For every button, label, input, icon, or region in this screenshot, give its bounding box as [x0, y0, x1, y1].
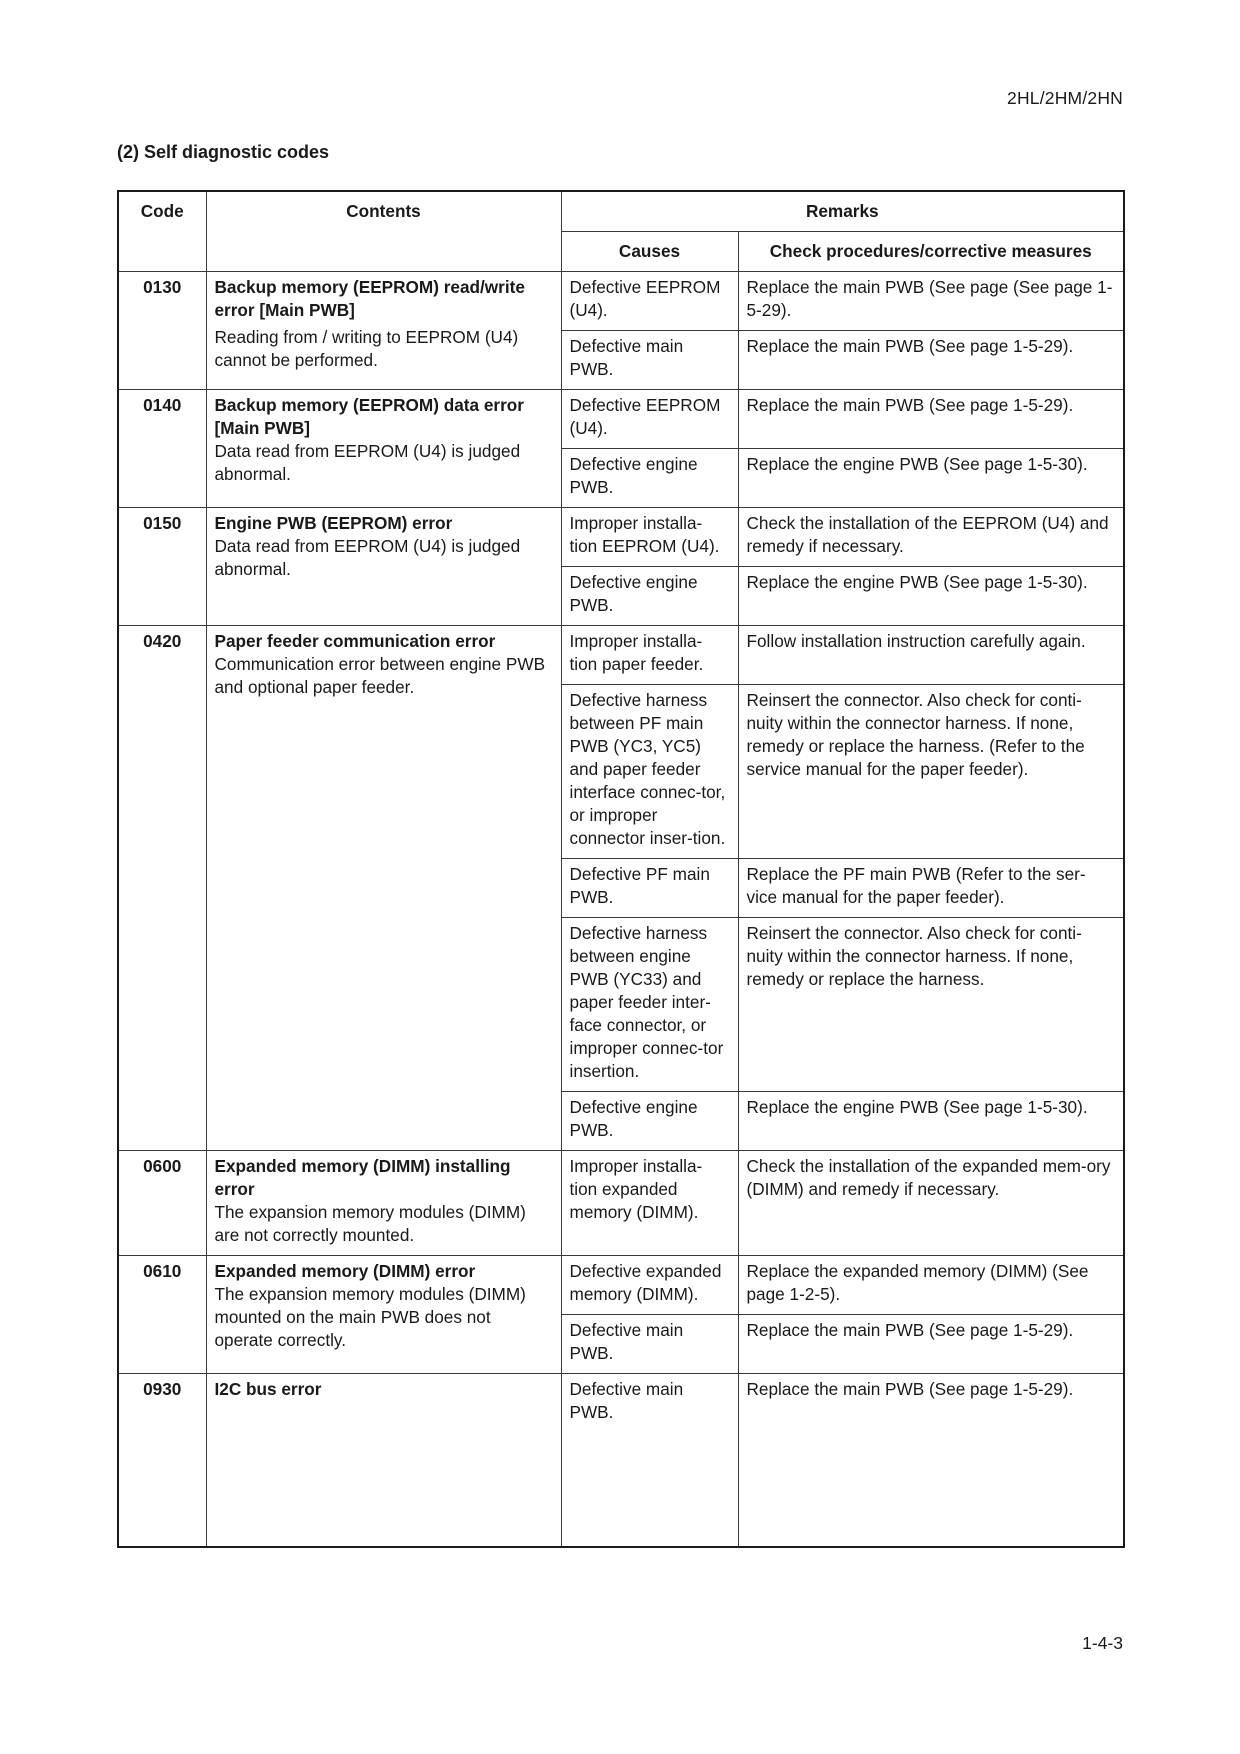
error-code: 0130: [118, 272, 206, 390]
table-row: [118, 272, 1124, 331]
header-contents: Contents: [206, 191, 561, 272]
error-contents: [206, 626, 561, 1151]
error-code: 0600: [118, 1151, 206, 1256]
error-contents: [206, 508, 561, 626]
error-description: The expansion memory modules (DIMM) mounted on the main PWB does not operate correctly.: [214, 1284, 526, 1350]
table-row: [118, 1256, 1124, 1315]
error-title: Engine PWB (EEPROM) error: [214, 513, 453, 533]
corrective-measure-cell: Reinsert the connector. Also check for conti-nuity within the connector harness. If none, remedy or replace the harness.: [738, 918, 1124, 1092]
header-check-procedures: Check procedures/corrective measures: [738, 232, 1124, 272]
header-remarks: Remarks: [561, 191, 1124, 232]
corrective-measure-cell: Replace the main PWB (See page 1-5-29).: [738, 390, 1124, 449]
cause-cell: Defective expanded memory (DIMM).: [561, 1256, 738, 1315]
error-code: 0930: [118, 1374, 206, 1548]
cause-cell: Defective main PWB.: [561, 331, 738, 390]
section-title: (2) Self diagnostic codes: [117, 142, 330, 162]
cause-cell: Improper installa-tion expanded memory (DIMM).: [561, 1151, 738, 1256]
cause-cell: Improper installa-tion paper feeder.: [561, 626, 738, 685]
error-title: Expanded memory (DIMM) error: [214, 1261, 476, 1281]
error-title: Paper feeder communication error: [214, 631, 496, 651]
error-contents: [206, 272, 561, 390]
error-description: The expansion memory modules (DIMM) are not correctly mounted.: [214, 1202, 526, 1245]
table-row: [118, 508, 1124, 567]
error-code: 0420: [118, 626, 206, 1151]
error-code: 0140: [118, 390, 206, 508]
cause-cell: Defective EEPROM (U4).: [561, 272, 738, 331]
error-code: 0610: [118, 1256, 206, 1374]
cause-cell: Defective engine PWB.: [561, 567, 738, 626]
page-number: 1-4-3: [1082, 1633, 1123, 1653]
table-row: [118, 390, 1124, 449]
cause-cell: Defective main PWB.: [561, 1315, 738, 1374]
corrective-measure-cell: Check the installation of the EEPROM (U4) and remedy if necessary.: [738, 508, 1124, 567]
corrective-measure-cell: Replace the expanded memory (DIMM) (See page 1-2-5).: [738, 1256, 1124, 1315]
cause-cell: Improper installa-tion EEPROM (U4).: [561, 508, 738, 567]
table-body: [118, 272, 1124, 1548]
corrective-measure-cell: Replace the engine PWB (See page 1-5-30).: [738, 449, 1124, 508]
error-title: Backup memory (EEPROM) data error [Main PWB]: [214, 395, 524, 438]
corrective-measure-cell: Replace the engine PWB (See page 1-5-30).: [738, 1092, 1124, 1151]
error-contents: [206, 1256, 561, 1374]
corrective-measure-cell: Replace the PF main PWB (Refer to the ser-vice manual for the paper feeder).: [738, 859, 1124, 918]
corrective-measure-cell: Follow installation instruction carefully again.: [738, 626, 1124, 685]
error-description: Data read from EEPROM (U4) is judged abnormal.: [214, 441, 521, 484]
error-description: Reading from / writing to EEPROM (U4) cannot be performed.: [214, 327, 519, 370]
cause-cell: Defective engine PWB.: [561, 1092, 738, 1151]
error-contents: [206, 1374, 561, 1548]
error-code: 0150: [118, 508, 206, 626]
cause-cell: Defective PF main PWB.: [561, 859, 738, 918]
corrective-measure-cell: Check the installation of the expanded mem-ory (DIMM) and remedy if necessary.: [738, 1151, 1124, 1256]
model-number: 2HL/2HM/2HN: [1007, 88, 1123, 108]
error-title: I2C bus error: [214, 1379, 322, 1399]
table-row: [118, 1374, 1124, 1548]
corrective-measure-cell: Replace the main PWB (See page 1-5-29).: [738, 331, 1124, 390]
error-description: Communication error between engine PWB and optional paper feeder.: [214, 654, 546, 697]
table-row: [118, 626, 1124, 685]
table-row: [118, 1151, 1124, 1256]
error-contents: [206, 390, 561, 508]
corrective-measure-cell: Replace the main PWB (See page (See page 1-5-29).: [738, 272, 1124, 331]
error-title: Expanded memory (DIMM) installing error: [214, 1156, 511, 1199]
cause-cell: Defective harness between engine PWB (YC33) and paper feeder inter-face connector, or improper connec-tor insertion.: [561, 918, 738, 1092]
corrective-measure-cell: Replace the engine PWB (See page 1-5-30).: [738, 567, 1124, 626]
error-title: Backup memory (EEPROM) read/write error [Main PWB]: [214, 277, 525, 320]
header-code: Code: [118, 191, 206, 272]
header-causes: Causes: [561, 232, 738, 272]
corrective-measure-cell: Replace the main PWB (See page 1-5-29).: [738, 1374, 1124, 1548]
cause-cell: Defective harness between PF main PWB (YC3, YC5) and paper feeder interface connec-tor, or improper connector inser-tion.: [561, 685, 738, 859]
cause-cell: Defective engine PWB.: [561, 449, 738, 508]
cause-cell: Defective main PWB.: [561, 1374, 738, 1548]
corrective-measure-cell: Replace the main PWB (See page 1-5-29).: [738, 1315, 1124, 1374]
self-diagnostic-codes-table: [117, 190, 1125, 1548]
error-description: Data read from EEPROM (U4) is judged abnormal.: [214, 536, 521, 579]
corrective-measure-cell: Reinsert the connector. Also check for conti-nuity within the connector harness. If none, remedy or replace the harness. (Refer to the service manual for the paper feeder).: [738, 685, 1124, 859]
cause-cell: Defective EEPROM (U4).: [561, 390, 738, 449]
error-contents: [206, 1151, 561, 1256]
